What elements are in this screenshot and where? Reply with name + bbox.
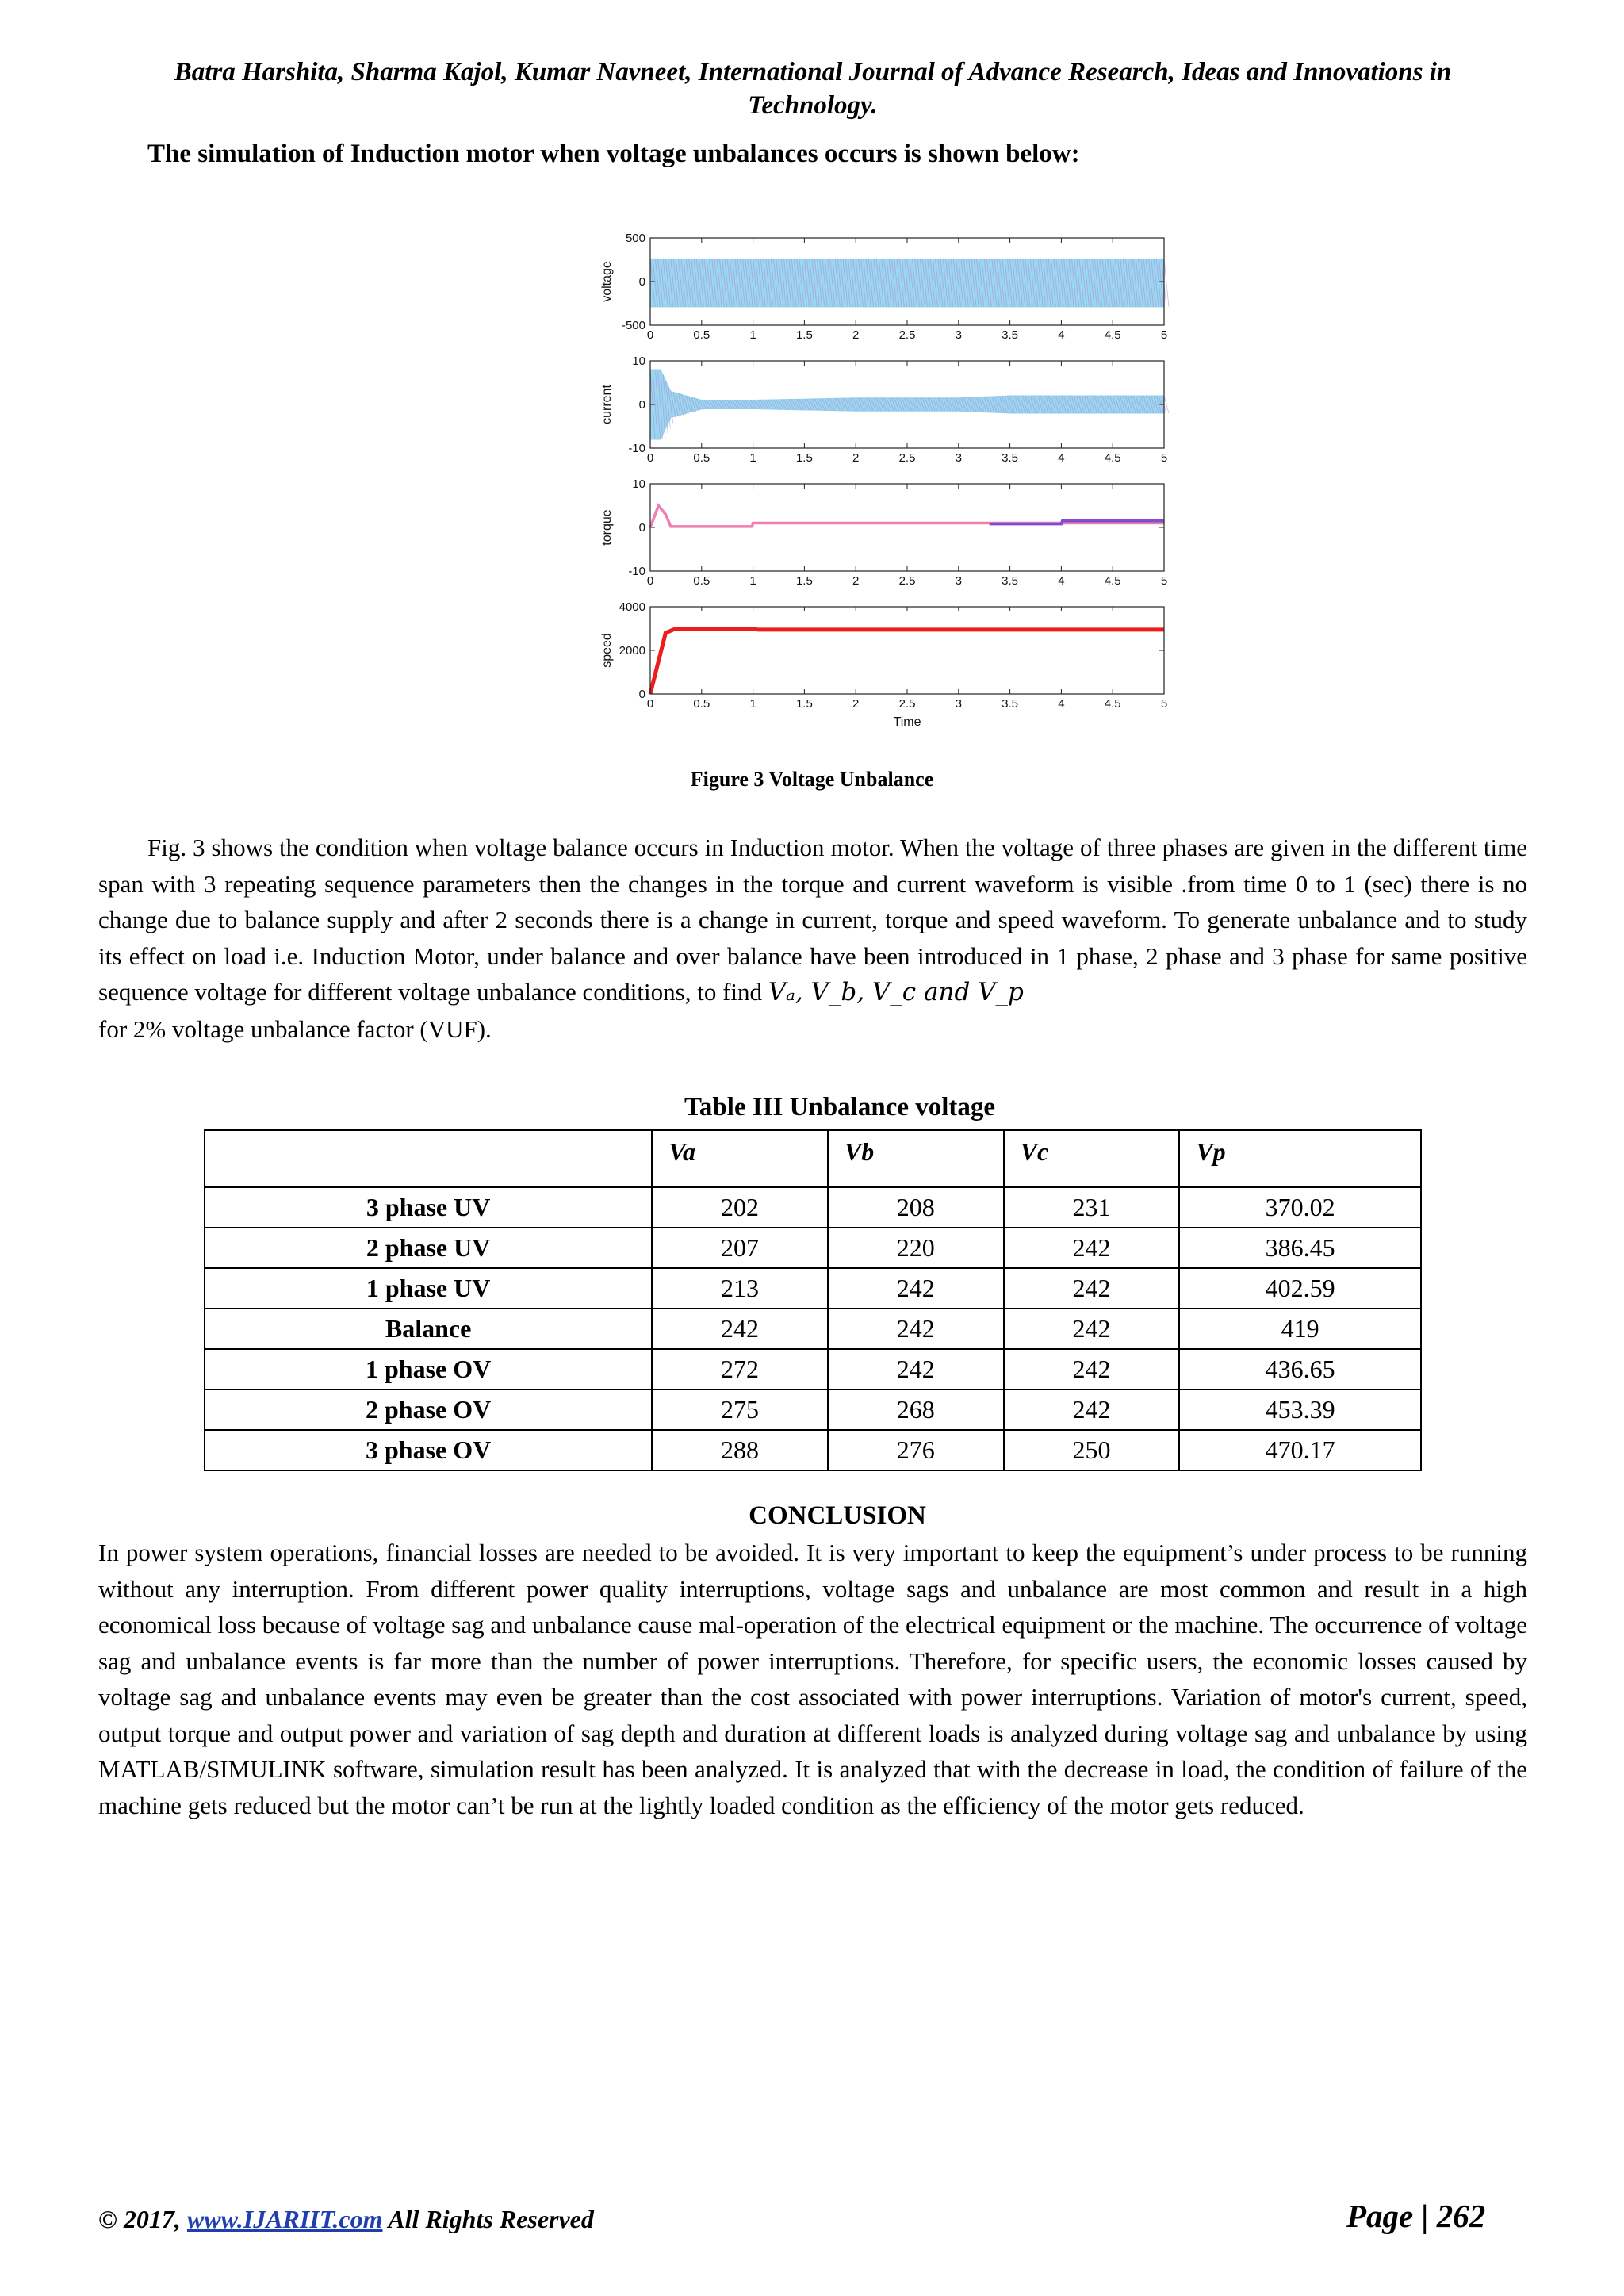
simulation-figure: [571, 224, 1174, 747]
x-tick-label: 0: [646, 451, 654, 465]
conclusion-text: In power system operations, financial losses are needed to be avoided. It is very important to keep the equipment’s under process to be running without any interruption. From different power quality interruptions, voltage sags and unbalance are most common and result in a high economical loss because of voltage sag and unbalance cause mal-operation of the electrical equipment or the machine. The occurrence of voltage sag and unbalance events is far more than the number of power interruptions. Therefore, for specific users, the economic losses caused by voltage sag and unbalance events may even be greater than the cost associated with power interruptions. Variation of motor's current, speed, output torque and output power and variation of sag depth and duration at different loads is analyzed during voltage sag and unbalance by using MATLAB/SIMULINK software, simulation result has been analyzed. It is analyzed that with the decrease in load, the condition of failure of the machine gets reduced but the motor can’t be run at the lightly loaded condition as the efficiency of the motor gets reduced.: [98, 1539, 1527, 1819]
x-tick-label: 2: [852, 328, 860, 342]
value-cell: 208: [828, 1187, 1004, 1228]
value-cell: 242: [828, 1349, 1004, 1389]
value-cell: 207: [652, 1228, 828, 1268]
page-number: Page | 262: [1346, 2198, 1486, 2234]
x-tick-label: 0: [646, 697, 654, 711]
x-tick-label: 0.5: [693, 451, 710, 465]
table-row: [205, 1389, 1421, 1430]
x-tick-label: 2: [852, 574, 860, 588]
x-tick-label: 4: [1058, 451, 1065, 465]
value-cell: 276: [828, 1430, 1004, 1470]
x-tick-label: 3: [955, 574, 962, 588]
value-cell: 419: [1179, 1309, 1421, 1349]
x-tick-label: 2: [852, 697, 860, 711]
table-row: [205, 1187, 1421, 1228]
table-header-row: [205, 1130, 1421, 1187]
value-cell: 453.39: [1179, 1389, 1421, 1430]
value-cell: 250: [1004, 1430, 1180, 1470]
table-row: [205, 1430, 1421, 1470]
y-tick-label: 2000: [619, 644, 645, 657]
x-tick-label: 1.5: [795, 574, 813, 588]
row-label-cell: 3 phase OV: [205, 1430, 652, 1470]
copyright-suffix: All Rights Reserved: [382, 2205, 594, 2233]
value-cell: 470.17: [1179, 1430, 1421, 1470]
subplot-voltage: [600, 232, 1169, 342]
x-tick-label: 2.5: [898, 574, 916, 588]
x-tick-label: 1.5: [795, 697, 813, 711]
subplot-current: [600, 355, 1169, 465]
y-tick-label: 0: [638, 521, 645, 535]
header-line-1: Batra Harshita, Sharma Kajol, Kumar Navneet, International Journal of Advance Research, Ideas and Innovations in: [174, 58, 1452, 86]
value-cell: 242: [828, 1309, 1004, 1349]
paragraph-1-tail: for 2% voltage unbalance factor (VUF).: [98, 1014, 492, 1043]
x-tick-label: 2.5: [898, 697, 916, 711]
x-tick-label: 5: [1160, 451, 1168, 465]
x-tick-label: 4: [1058, 574, 1065, 588]
y-axis-label: current: [600, 385, 614, 424]
x-tick-label: 2.5: [898, 451, 916, 465]
value-cell: 213: [652, 1268, 828, 1309]
y-tick-label: 10: [632, 355, 645, 368]
value-cell: 275: [652, 1389, 828, 1430]
value-cell: 370.02: [1179, 1187, 1421, 1228]
subplot-speed: [600, 600, 1167, 729]
y-tick-label: 0: [638, 275, 645, 289]
journal-link[interactable]: www.IJARIIT.com: [186, 2205, 383, 2233]
paragraph-1-math: Vₐ, V_b, V_c and V_p: [768, 978, 1024, 1006]
value-cell: 242: [1004, 1389, 1180, 1430]
series-line-torque-0: [650, 506, 1164, 528]
value-cell: 386.45: [1179, 1228, 1421, 1268]
conclusion-paragraph: [98, 1535, 1527, 1823]
y-tick-label: 500: [625, 232, 645, 245]
y-tick-label: -10: [628, 565, 645, 578]
value-cell: 242: [1004, 1268, 1180, 1309]
x-tick-label: 1: [749, 328, 756, 342]
value-cell: 242: [1004, 1228, 1180, 1268]
x-tick-label: 4.5: [1104, 451, 1121, 465]
table-header-cell: Va: [652, 1130, 828, 1187]
value-cell: 242: [652, 1309, 828, 1349]
value-cell: 288: [652, 1430, 828, 1470]
x-tick-label: 1: [749, 697, 756, 711]
y-axis-label: speed: [600, 633, 614, 668]
x-tick-label: 3: [955, 697, 962, 711]
x-tick-label: 4.5: [1104, 574, 1121, 588]
running-header: [143, 56, 1483, 122]
x-tick-label: 0: [646, 574, 654, 588]
x-tick-label: 1: [749, 574, 756, 588]
table-header-cell: Vc: [1004, 1130, 1180, 1187]
x-tick-label: 3: [955, 451, 962, 465]
y-tick-label: 0: [638, 688, 645, 701]
x-tick-label: 1.5: [795, 451, 813, 465]
table-row: [205, 1228, 1421, 1268]
x-tick-label: 5: [1160, 328, 1168, 342]
series-line-speed-0: [650, 629, 1164, 695]
x-tick-label: 0.5: [693, 574, 710, 588]
x-tick-label: 5: [1160, 697, 1168, 711]
unbalance-voltage-table: [204, 1129, 1422, 1471]
x-tick-label: 3: [955, 328, 962, 342]
x-tick-label: 0: [646, 328, 654, 342]
x-tick-label: 3.5: [1002, 451, 1019, 465]
intro-sentence: The simulation of Induction motor when voltage unbalances occurs is shown below:: [147, 140, 1080, 168]
x-tick-label: 0.5: [693, 697, 710, 711]
y-axis-label: torque: [600, 509, 614, 546]
row-label-cell: 1 phase OV: [205, 1349, 652, 1389]
x-axis-label: Time: [893, 715, 921, 729]
copyright-prefix: © 2017,: [98, 2205, 187, 2233]
value-cell: 242: [1004, 1309, 1180, 1349]
x-tick-label: 2: [852, 451, 860, 465]
figure-caption: Figure 3 Voltage Unbalance: [690, 768, 934, 791]
table-header-cell: Vb: [828, 1130, 1004, 1187]
row-label-cell: 1 phase UV: [205, 1268, 652, 1309]
y-tick-label: -500: [621, 319, 645, 332]
x-tick-label: 1.5: [795, 328, 813, 342]
y-tick-label: 0: [638, 398, 645, 412]
value-cell: 268: [828, 1389, 1004, 1430]
x-tick-label: 3.5: [1002, 328, 1019, 342]
x-tick-label: 4.5: [1104, 328, 1121, 342]
value-cell: 202: [652, 1187, 828, 1228]
row-label-cell: 2 phase UV: [205, 1228, 652, 1268]
table-header-cell: [205, 1130, 652, 1187]
value-cell: 220: [828, 1228, 1004, 1268]
x-tick-label: 2.5: [898, 328, 916, 342]
value-cell: 242: [828, 1268, 1004, 1309]
y-tick-label: 10: [632, 477, 645, 491]
row-label-cell: Balance: [205, 1309, 652, 1349]
value-cell: 242: [1004, 1349, 1180, 1389]
table-row: [205, 1309, 1421, 1349]
value-cell: 436.65: [1179, 1349, 1421, 1389]
table-header-cell: Vp: [1179, 1130, 1421, 1187]
conclusion-heading: CONCLUSION: [749, 1501, 926, 1530]
value-cell: 402.59: [1179, 1268, 1421, 1309]
x-tick-label: 3.5: [1002, 697, 1019, 711]
y-axis-label: voltage: [600, 261, 614, 302]
x-tick-label: 4: [1058, 697, 1065, 711]
footer-copyright: [98, 2205, 594, 2234]
y-tick-label: -10: [628, 442, 645, 455]
table-row: [205, 1349, 1421, 1389]
row-label-cell: 2 phase OV: [205, 1389, 652, 1430]
value-cell: 272: [652, 1349, 828, 1389]
x-tick-label: 1: [749, 451, 756, 465]
x-tick-label: 0.5: [693, 328, 710, 342]
header-line-2: Technology.: [748, 91, 878, 120]
value-cell: 231: [1004, 1187, 1180, 1228]
row-label-cell: 3 phase UV: [205, 1187, 652, 1228]
x-tick-label: 5: [1160, 574, 1168, 588]
x-tick-label: 4.5: [1104, 697, 1121, 711]
table-row: [205, 1268, 1421, 1309]
table-caption: Table III Unbalance voltage: [684, 1093, 996, 1121]
subplot-torque: [600, 477, 1167, 588]
body-paragraph-1: [98, 830, 1527, 1047]
x-tick-label: 4: [1058, 328, 1065, 342]
x-tick-label: 3.5: [1002, 574, 1019, 588]
y-tick-label: 4000: [619, 600, 645, 614]
paragraph-1-text: Fig. 3 shows the condition when voltage balance occurs in Induction motor. When the voltage of three phases are given in the different time span with 3 repeating sequence parameters then the changes in the torque and current waveform is visible .from time 0 to 1 (sec) there is no change due to balance supply and after 2 seconds there is a change in current, torque and speed waveform. To generate unbalance and to study its effect on load i.e. Induction Motor, under balance and over balance have been introduced in 1 phase, 2 phase and 3 phase for same positive sequence voltage for different voltage unbalance conditions, to find: [98, 834, 1527, 1006]
axes-box: [650, 607, 1164, 694]
